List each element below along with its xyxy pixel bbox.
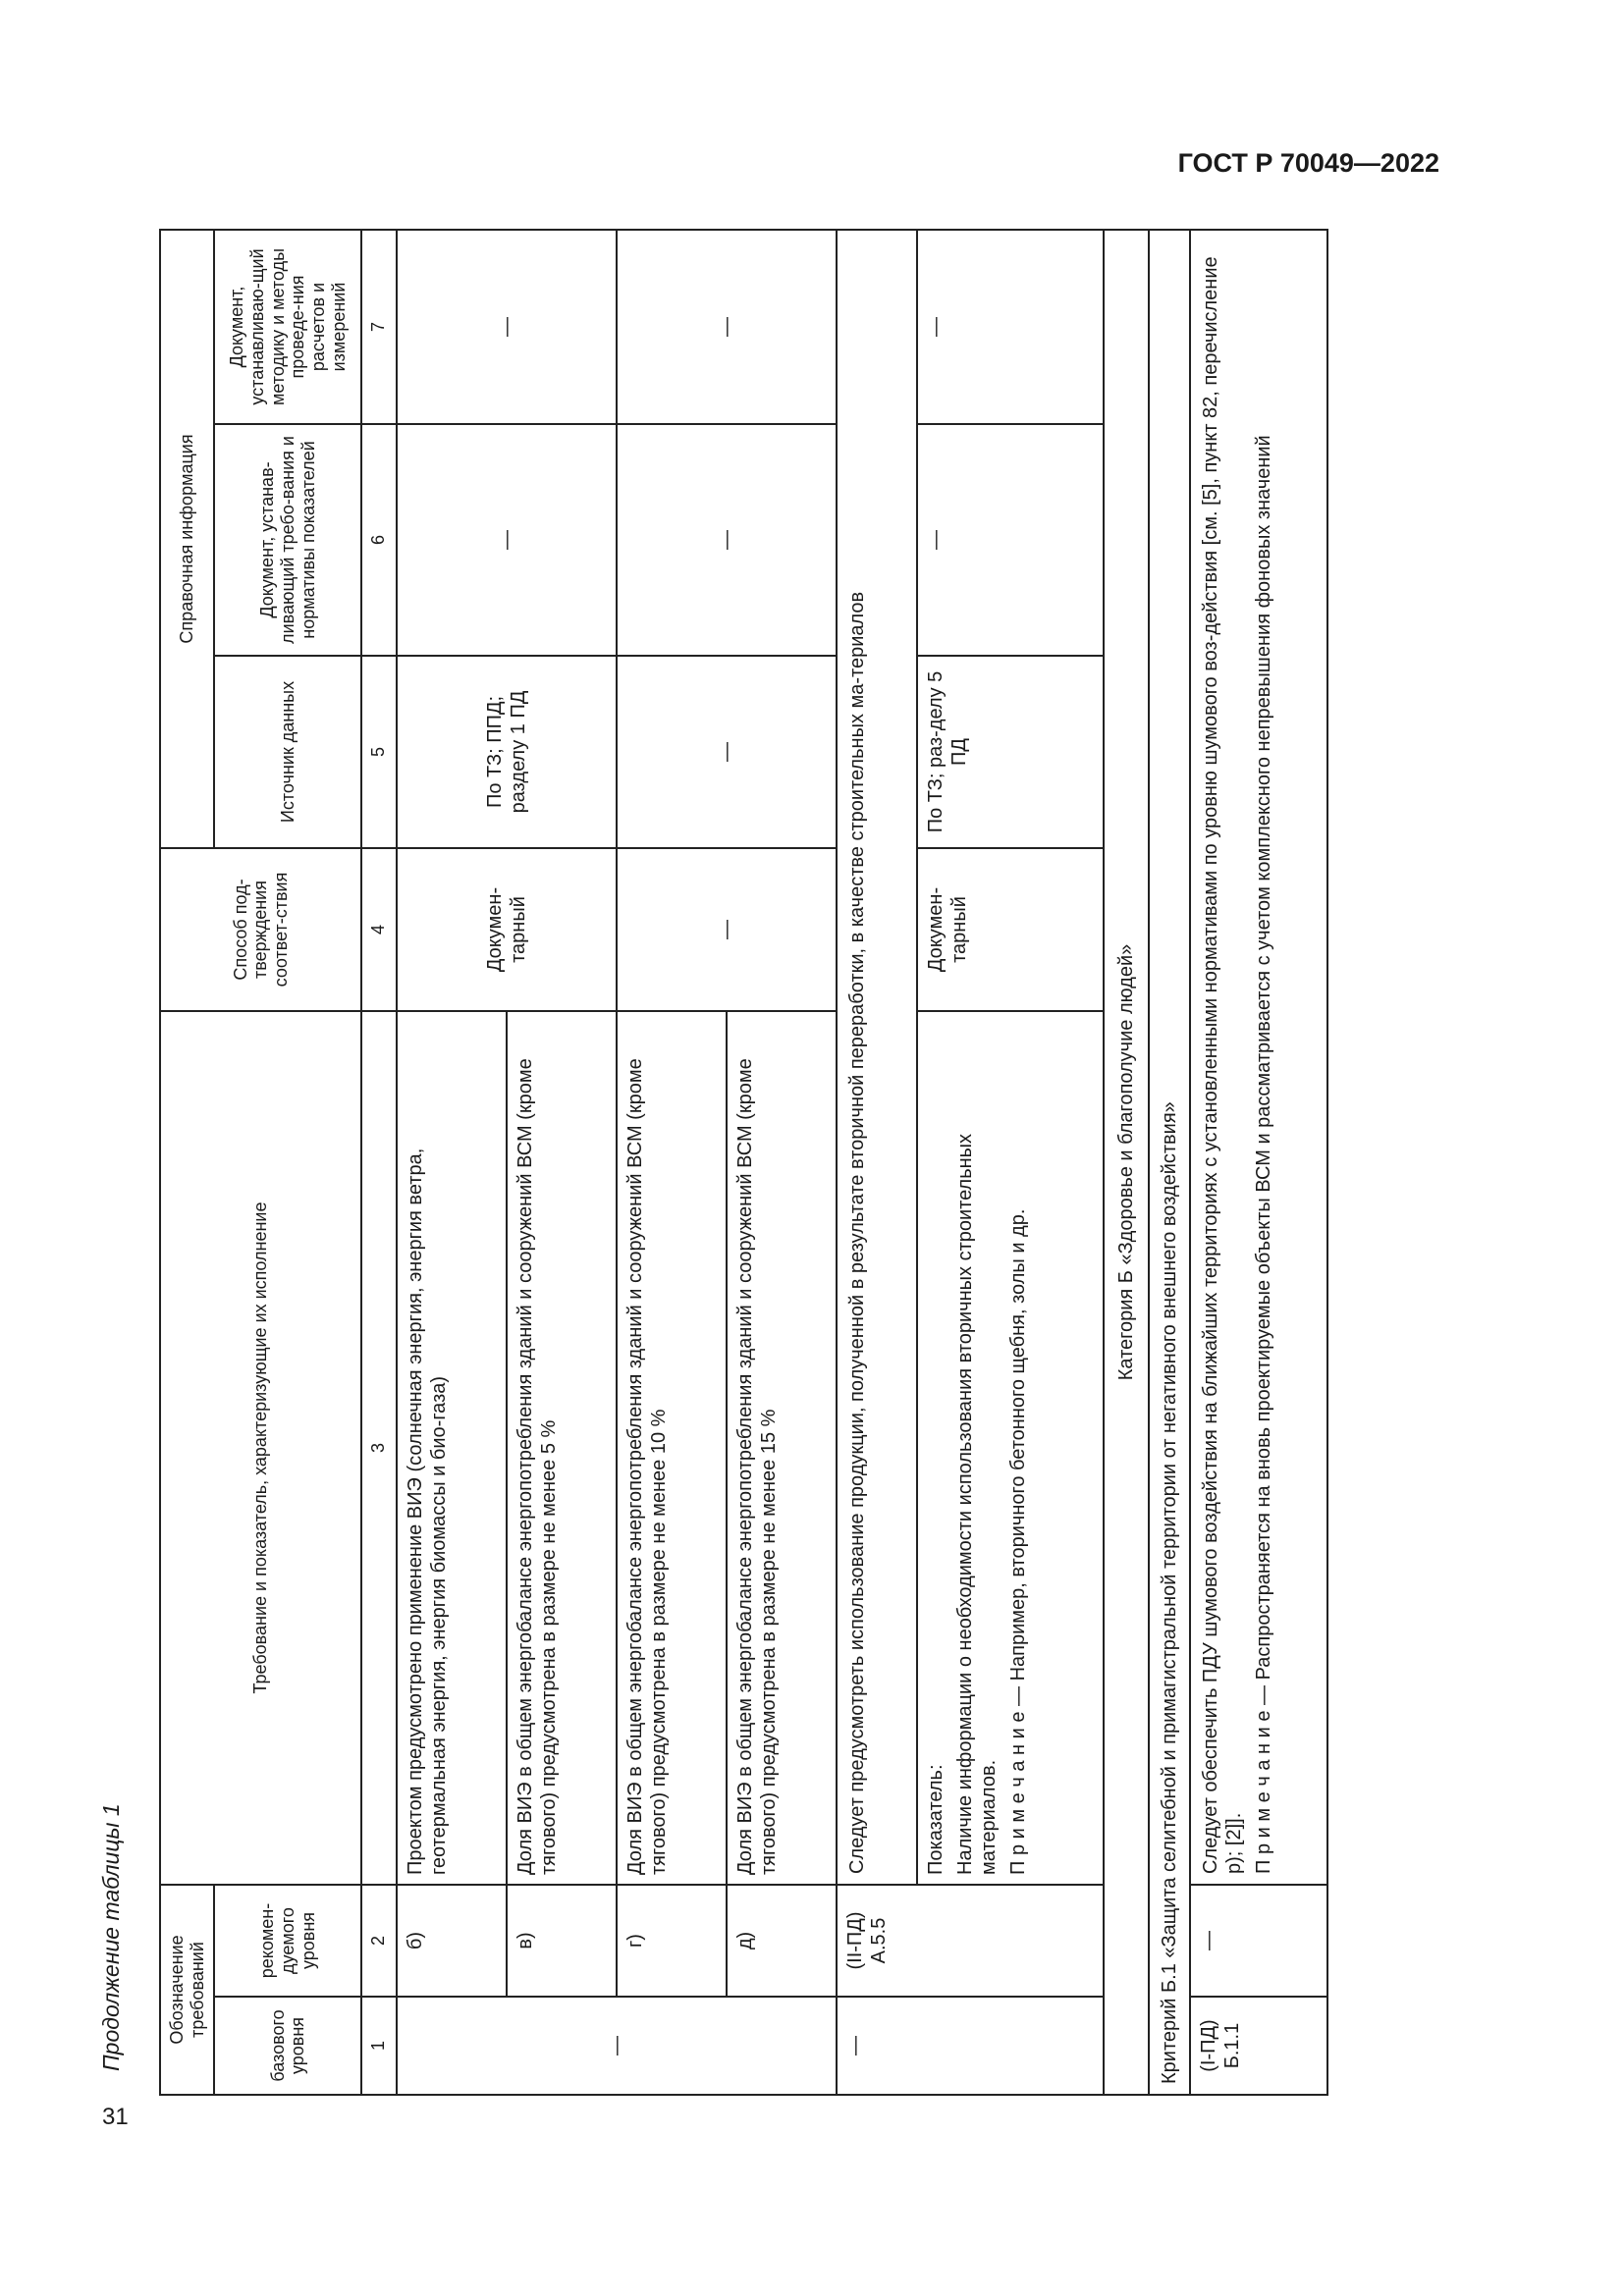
- category-title: Категория Б «Здоровье и благополучие людей»: [1104, 230, 1149, 2095]
- cell-doc-methods: —: [917, 230, 1104, 424]
- indicator-note: [1006, 1021, 1030, 1875]
- rotated-table-frame: [159, 231, 1435, 2096]
- column-number: 7: [361, 230, 397, 424]
- column-number: 1: [361, 1997, 397, 2095]
- table-row: [917, 230, 1104, 2095]
- column-number: 6: [361, 424, 397, 656]
- cell-source: По ТЗ; ППД; разделу 1 ПД: [397, 656, 617, 848]
- table-row: [617, 230, 727, 2095]
- cell-recommended: г): [617, 1885, 727, 1997]
- note-text: — Например, вторичного бетонного щебня, золы и др.: [1006, 1208, 1029, 1712]
- cell-doc-methods: —: [397, 230, 617, 424]
- cell-method: —: [617, 848, 837, 1011]
- page-number: 31: [102, 2104, 129, 2130]
- cell-recommended: в): [507, 1885, 617, 1997]
- requirement-text: Следует обеспечить ПДУ шумового воздействия на ближайших территориях с установленными нормативами по уровню шумового воз-действия [см. [5], пункт 82, перечисление р); [2]].: [1199, 256, 1245, 1874]
- column-number: 2: [361, 1885, 397, 1997]
- cell-requirement: Доля ВИЭ в общем энергобалансе энергопотребления зданий и сооружений ВСМ (кроме тягового) предусмотрена в размере не менее 5 %: [507, 1011, 617, 1885]
- cell-source: —: [617, 656, 837, 848]
- header-reference: Справочная информация: [160, 230, 214, 848]
- criterion-row: [1149, 230, 1190, 2095]
- header-recommended-level: рекомен-дуемого уровня: [214, 1885, 361, 1997]
- table-row: [397, 230, 507, 2095]
- cell-requirement: Доля ВИЭ в общем энергобалансе энергопотребления зданий и сооружений ВСМ (кроме тягового) предусмотрена в размере не менее 10 %: [617, 1011, 727, 1885]
- indicator-text: Наличие информации о необходимости использования вторичных строительных материалов.: [953, 1133, 1000, 1875]
- cell-basic: —: [397, 1997, 837, 2095]
- column-number: 5: [361, 656, 397, 848]
- header-doc-norms: Документ, устанав-ливающий требо-вания и нормативы показателей: [214, 424, 361, 656]
- header-row-1: [160, 230, 214, 2095]
- cell-method: Докумен-тарный: [917, 848, 1104, 1011]
- cell-basic: (I-ПД) Б.1.1: [1190, 1997, 1327, 2095]
- criterion-title: Критерий Б.1 «Защита селитебной и примагистральной территории от негативного внешнего воздействия»: [1149, 230, 1190, 2095]
- requirement-note: [1252, 240, 1275, 1874]
- header-requirement: Требование и показатель, характеризующие их исполнение: [160, 1011, 361, 1885]
- header-doc-methods: Документ, устанавливаю-щий методику и методы проведе-ния расчетов и измерений: [214, 230, 361, 424]
- document-number: ГОСТ Р 70049—2022: [1177, 148, 1439, 178]
- column-number-row: [361, 230, 397, 2095]
- cell-doc-norms: —: [397, 424, 617, 656]
- cell-recommended: д): [727, 1885, 837, 1997]
- cell-recommended: б): [397, 1885, 507, 1997]
- header-basic-level: базового уровня: [214, 1997, 361, 2095]
- cell-requirement-wide: [1190, 230, 1327, 1885]
- cell-requirement-wide: Следует предусмотреть использование продукции, полученной в результате вторичной переработки, в качестве строительных ма-териалов: [837, 230, 917, 1885]
- category-row: [1104, 230, 1149, 2095]
- header-designation: Обозначение требований: [160, 1885, 214, 2095]
- header-source: Источник данных: [214, 656, 361, 848]
- cell-recommended: —: [1190, 1885, 1327, 1997]
- header-method: Способ под-тверждения соответ-ствия: [160, 848, 361, 1011]
- cell-source: По ТЗ; раз-делу 5 ПД: [917, 656, 1104, 848]
- cell-requirement: Доля ВИЭ в общем энергобалансе энергопотребления зданий и сооружений ВСМ (кроме тягового) предусмотрена в размере не менее 15 %: [727, 1011, 837, 1885]
- table-row: [1190, 230, 1327, 2095]
- table-row: [837, 230, 917, 2095]
- requirements-table: [159, 229, 1328, 2096]
- table-continuation-caption: Продолжение таблицы 1: [98, 1803, 124, 2071]
- note-label: П р и м е ч а н и е: [1006, 1711, 1029, 1875]
- indicator-label: Показатель:: [924, 1764, 947, 1875]
- cell-method: Докумен-тарный: [397, 848, 617, 1011]
- cell-basic: —: [837, 1997, 1104, 2095]
- note-text: — Распространяется на вновь проектируемые объекты ВСМ и рассматривается с учетом комплексного непревышения фоновых значений: [1252, 435, 1274, 1711]
- column-number: 4: [361, 848, 397, 1011]
- cell-recommended: (II-ПД) А.5.5: [837, 1885, 1104, 1997]
- cell-doc-norms: —: [917, 424, 1104, 656]
- note-label: П р и м е ч а н и е: [1252, 1710, 1274, 1874]
- cell-requirement: Проектом предусмотрено применение ВИЭ (солнечная энергия, энергия ветра, геотермальная энергия, энергия биомассы и био-газа): [397, 1011, 507, 1885]
- cell-indicator: [917, 1011, 1104, 1885]
- cell-doc-norms: —: [617, 424, 837, 656]
- column-number: 3: [361, 1011, 397, 1885]
- cell-doc-methods: —: [617, 230, 837, 424]
